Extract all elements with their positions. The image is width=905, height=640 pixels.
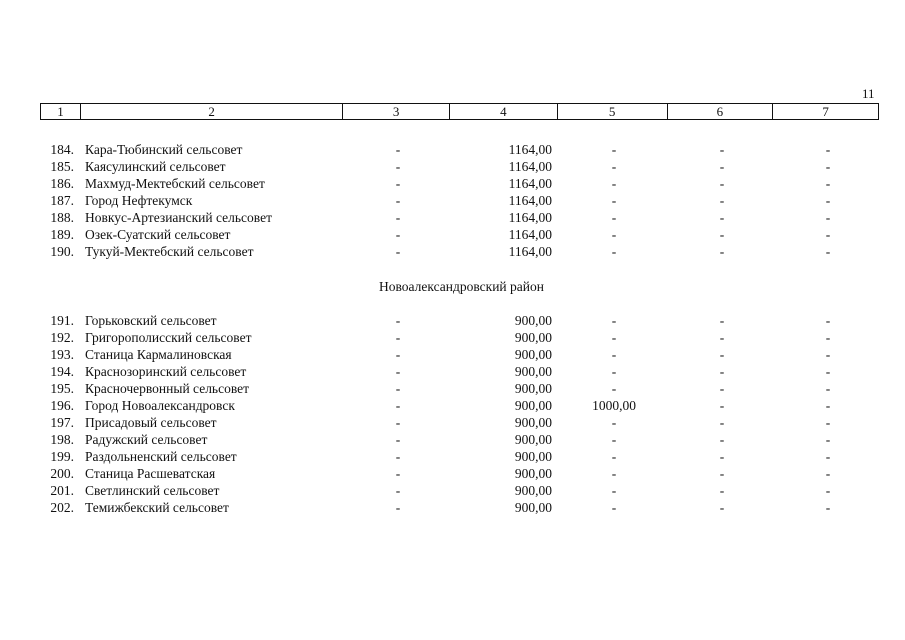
col3-value: - bbox=[395, 483, 401, 498]
col7-value: - bbox=[825, 483, 831, 498]
col5-value: - bbox=[611, 159, 617, 174]
col3-value: - bbox=[395, 347, 401, 362]
col4-value: 1164,00 bbox=[508, 244, 552, 259]
col3-value: - bbox=[395, 466, 401, 481]
table-row bbox=[0, 346, 905, 363]
col3-value: - bbox=[395, 176, 401, 191]
table-row bbox=[0, 312, 905, 329]
table-row bbox=[0, 482, 905, 499]
col6-value: - bbox=[719, 142, 725, 157]
col3-value: - bbox=[395, 500, 401, 515]
col4-value: 900,00 bbox=[514, 466, 552, 481]
table-row bbox=[0, 192, 905, 209]
col5-value: - bbox=[611, 449, 617, 464]
col7-value: - bbox=[825, 398, 831, 413]
column-header-6: 6 bbox=[668, 104, 774, 119]
row-number: 188. bbox=[50, 210, 74, 225]
col5-value: - bbox=[611, 210, 617, 225]
table-row bbox=[0, 226, 905, 243]
column-header-7: 7 bbox=[822, 104, 829, 119]
settlement-name: Горьковский сельсовет bbox=[85, 313, 217, 328]
settlement-name: Краснозоринский сельсовет bbox=[85, 364, 247, 379]
settlement-name: Станица Кармалиновская bbox=[85, 347, 232, 362]
col5-value: - bbox=[611, 244, 617, 259]
col6-value: - bbox=[719, 415, 725, 430]
col7-value: - bbox=[825, 449, 831, 464]
col5-value: - bbox=[611, 347, 617, 362]
col4-value: 900,00 bbox=[514, 313, 552, 328]
col3-value: - bbox=[395, 364, 401, 379]
column-header-5: 5 bbox=[558, 104, 668, 119]
col3-value: - bbox=[395, 449, 401, 464]
row-number: 199. bbox=[50, 449, 74, 464]
col4-value: 1164,00 bbox=[508, 210, 552, 225]
settlement-name: Станица Расшеватская bbox=[85, 466, 216, 481]
table-row bbox=[0, 397, 905, 414]
col3-value: - bbox=[395, 193, 401, 208]
table-row bbox=[0, 499, 905, 516]
col4-value: 900,00 bbox=[514, 483, 552, 498]
col7-value: - bbox=[825, 227, 831, 242]
table-row bbox=[0, 141, 905, 158]
col3-value: - bbox=[395, 159, 401, 174]
col7-value: - bbox=[825, 500, 831, 515]
col4-value: 900,00 bbox=[514, 381, 552, 396]
settlement-name: Радужский сельсовет bbox=[85, 432, 208, 447]
row-number: 196. bbox=[50, 398, 74, 413]
row-number: 201. bbox=[50, 483, 74, 498]
col7-value: - bbox=[825, 176, 831, 191]
col6-value: - bbox=[719, 227, 725, 242]
col6-value: - bbox=[719, 313, 725, 328]
col3-value: - bbox=[395, 227, 401, 242]
row-number: 193. bbox=[50, 347, 74, 362]
col4-value: 900,00 bbox=[514, 347, 552, 362]
settlement-name: Григорополисский сельсовет bbox=[85, 330, 252, 345]
col7-value: - bbox=[825, 364, 831, 379]
col6-value: - bbox=[719, 483, 725, 498]
col5-value: - bbox=[611, 483, 617, 498]
table-row bbox=[0, 465, 905, 482]
settlement-name: Тукуй-Мектебский сельсовет bbox=[85, 244, 254, 259]
settlement-name: Махмуд-Мектебский сельсовет bbox=[85, 176, 265, 191]
col6-value: - bbox=[719, 398, 725, 413]
table-row bbox=[0, 158, 905, 175]
table-row bbox=[0, 431, 905, 448]
col5-value: - bbox=[611, 500, 617, 515]
settlement-name: Новкус-Артезианский сельсовет bbox=[85, 210, 272, 225]
col4-value: 1164,00 bbox=[508, 142, 552, 157]
col5-value: - bbox=[611, 415, 617, 430]
col6-value: - bbox=[719, 176, 725, 191]
col6-value: - bbox=[719, 193, 725, 208]
row-number: 200. bbox=[50, 466, 74, 481]
settlement-name: Город Новоалександровск bbox=[85, 398, 235, 413]
column-header-2: 2 bbox=[81, 104, 343, 119]
page-number: 11 bbox=[862, 86, 875, 101]
column-header-1: 1 bbox=[41, 104, 81, 119]
col4-value: 900,00 bbox=[514, 330, 552, 345]
section-title: Новоалександровский район bbox=[379, 279, 544, 294]
col5-value: - bbox=[611, 432, 617, 447]
col4-value: 900,00 bbox=[514, 415, 552, 430]
col5-value: - bbox=[611, 364, 617, 379]
col5-value: - bbox=[611, 142, 617, 157]
col7-value: - bbox=[825, 432, 831, 447]
col3-value: - bbox=[395, 398, 401, 413]
row-number: 191. bbox=[50, 313, 74, 328]
col7-value: - bbox=[825, 313, 831, 328]
col4-value: 1164,00 bbox=[508, 193, 552, 208]
table-row bbox=[0, 448, 905, 465]
settlement-name: Присадовый сельсовет bbox=[85, 415, 217, 430]
col5-value: - bbox=[611, 176, 617, 191]
settlement-name: Город Нефтекумск bbox=[85, 193, 193, 208]
col3-value: - bbox=[395, 432, 401, 447]
table-row bbox=[0, 243, 905, 260]
row-number: 185. bbox=[50, 159, 74, 174]
table-row bbox=[0, 414, 905, 431]
col4-value: 1164,00 bbox=[508, 227, 552, 242]
col4-value: 1164,00 bbox=[508, 159, 552, 174]
settlement-name: Светлинский сельсовет bbox=[85, 483, 220, 498]
table-row bbox=[0, 380, 905, 397]
col6-value: - bbox=[719, 347, 725, 362]
col5-value: - bbox=[611, 193, 617, 208]
col7-value: - bbox=[825, 330, 831, 345]
table-row bbox=[0, 329, 905, 346]
col7-value: - bbox=[825, 381, 831, 396]
col7-value: - bbox=[825, 159, 831, 174]
col4-value: 1164,00 bbox=[508, 176, 552, 191]
row-number: 202. bbox=[50, 500, 74, 515]
col4-value: 900,00 bbox=[514, 500, 552, 515]
col6-value: - bbox=[719, 210, 725, 225]
col7-value: - bbox=[825, 466, 831, 481]
col5-value: - bbox=[611, 466, 617, 481]
col6-value: - bbox=[719, 466, 725, 481]
column-header-3: 3 bbox=[343, 104, 450, 119]
col6-value: - bbox=[719, 159, 725, 174]
table-row bbox=[0, 175, 905, 192]
col3-value: - bbox=[395, 142, 401, 157]
row-number: 187. bbox=[50, 193, 74, 208]
col5-value: - bbox=[611, 330, 617, 345]
col6-value: - bbox=[719, 330, 725, 345]
col5-value: - bbox=[611, 381, 617, 396]
col7-value: - bbox=[825, 347, 831, 362]
col3-value: - bbox=[395, 415, 401, 430]
col6-value: - bbox=[719, 381, 725, 396]
settlement-name: Озек-Суатский сельсовет bbox=[85, 227, 231, 242]
col3-value: - bbox=[395, 313, 401, 328]
col4-value: 900,00 bbox=[514, 449, 552, 464]
table-row bbox=[0, 209, 905, 226]
row-number: 184. bbox=[50, 142, 74, 157]
settlement-name: Красночервонный сельсовет bbox=[85, 381, 250, 396]
col6-value: - bbox=[719, 244, 725, 259]
col3-value: - bbox=[395, 381, 401, 396]
col7-value: - bbox=[825, 193, 831, 208]
col5-value: 1000,00 bbox=[592, 398, 636, 413]
col3-value: - bbox=[395, 210, 401, 225]
row-number: 198. bbox=[50, 432, 74, 447]
col7-value: - bbox=[825, 244, 831, 259]
row-number: 197. bbox=[50, 415, 74, 430]
col7-value: - bbox=[825, 210, 831, 225]
col4-value: 900,00 bbox=[514, 432, 552, 447]
col5-value: - bbox=[611, 227, 617, 242]
col6-value: - bbox=[719, 364, 725, 379]
col5-value: - bbox=[611, 313, 617, 328]
col7-value: - bbox=[825, 415, 831, 430]
settlement-name: Каясулинский сельсовет bbox=[85, 159, 226, 174]
col6-value: - bbox=[719, 500, 725, 515]
table-row bbox=[0, 363, 905, 380]
row-number: 189. bbox=[50, 227, 74, 242]
col4-value: 900,00 bbox=[514, 398, 552, 413]
col4-value: 900,00 bbox=[514, 364, 552, 379]
row-number: 194. bbox=[50, 364, 74, 379]
row-number: 195. bbox=[50, 381, 74, 396]
row-number: 190. bbox=[50, 244, 74, 259]
settlement-name: Кара-Тюбинский сельсовет bbox=[85, 142, 243, 157]
col6-value: - bbox=[719, 432, 725, 447]
row-number: 186. bbox=[50, 176, 74, 191]
column-header-row bbox=[40, 103, 879, 120]
settlement-name: Раздольненский сельсовет bbox=[85, 449, 237, 464]
col3-value: - bbox=[395, 244, 401, 259]
row-number: 192. bbox=[50, 330, 74, 345]
col7-value: - bbox=[825, 142, 831, 157]
col3-value: - bbox=[395, 330, 401, 345]
settlement-name: Темижбекский сельсовет bbox=[85, 500, 229, 515]
col6-value: - bbox=[719, 449, 725, 464]
column-header-4: 4 bbox=[450, 104, 558, 119]
